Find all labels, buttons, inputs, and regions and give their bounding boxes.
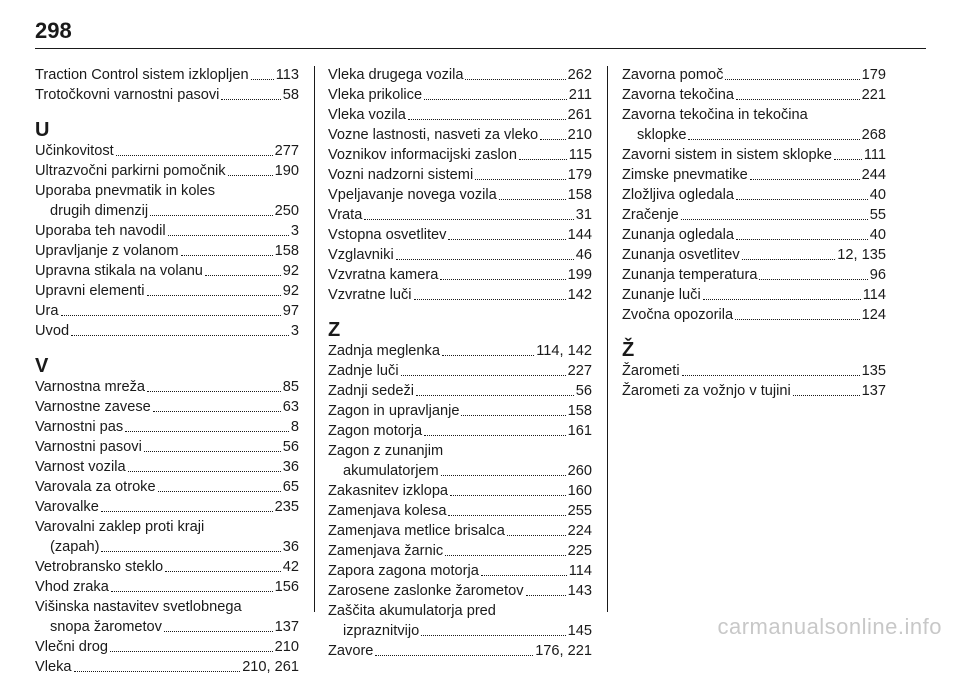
index-entry xyxy=(35,161,299,181)
entry-pages: 176, 221 xyxy=(535,643,592,659)
index-entry xyxy=(35,181,299,221)
entry-pages: 160 xyxy=(567,483,592,499)
entry-pages: 113 xyxy=(275,67,299,83)
index-entry xyxy=(622,145,886,165)
entry-pages: 12, 135 xyxy=(837,247,886,263)
index-entry xyxy=(328,205,592,225)
entry-pages: 158 xyxy=(567,403,592,419)
entry-label: Zarosene zaslonke žarometov xyxy=(328,583,524,599)
index-entry xyxy=(328,145,592,165)
index-entry xyxy=(622,381,886,401)
entry-label-line1: Zagon z zunanjim xyxy=(328,443,444,459)
index-entry xyxy=(328,105,592,125)
index-entry xyxy=(622,245,886,265)
entry-pages: 255 xyxy=(567,503,592,519)
entry-pages: 137 xyxy=(861,383,886,399)
dot-leader xyxy=(450,495,566,496)
dot-leader xyxy=(703,299,861,300)
index-entry xyxy=(328,421,592,441)
dot-leader xyxy=(735,319,860,320)
entry-label: Vrata xyxy=(328,207,363,223)
dot-leader xyxy=(168,235,289,236)
entry-label: Upravni elementi xyxy=(35,283,145,299)
index-entry xyxy=(328,285,592,305)
entry-pages: 158 xyxy=(274,243,299,259)
dot-leader xyxy=(424,99,567,100)
index-group-letter: Z xyxy=(328,319,341,341)
dot-leader xyxy=(440,279,565,280)
dot-leader xyxy=(736,199,868,200)
dot-leader xyxy=(414,299,566,300)
dot-leader xyxy=(74,671,241,672)
entry-label: Ura xyxy=(35,303,59,319)
entry-label: Zunanja ogledala xyxy=(622,227,734,243)
index-entry xyxy=(35,497,299,517)
index-entry xyxy=(328,401,592,421)
entry-pages: 111 xyxy=(863,147,886,163)
entry-pages: 262 xyxy=(567,67,592,83)
dot-leader xyxy=(251,79,274,80)
entry-label: Vpeljavanje novega vozila xyxy=(328,187,497,203)
entry-label-line1: Varovalni zaklep proti kraji xyxy=(35,519,205,535)
entry-pages: 260 xyxy=(567,463,592,479)
entry-label: Upravljanje z volanom xyxy=(35,243,179,259)
entry-label: Varnostne zavese xyxy=(35,399,151,415)
index-entry xyxy=(35,221,299,241)
entry-label: Zamenjava žarnic xyxy=(328,543,444,559)
index-entry xyxy=(328,85,592,105)
entry-label: Vleka prikolice xyxy=(328,87,423,103)
entry-continuation xyxy=(328,621,592,641)
index-entry xyxy=(35,517,299,557)
index-entry xyxy=(35,261,299,281)
entry-label: akumulatorjem xyxy=(343,463,439,479)
entry-pages: 158 xyxy=(567,187,592,203)
entry-label: Zunanja osvetlitev xyxy=(622,247,740,263)
entry-pages: 210, 261 xyxy=(242,659,299,675)
entry-label: Zamenjava metlice brisalca xyxy=(328,523,505,539)
entry-pages: 261 xyxy=(567,107,592,123)
index-entry xyxy=(328,601,592,641)
entry-continuation xyxy=(328,461,592,481)
entry-pages: 40 xyxy=(869,227,886,243)
entry-label: Upravna stikala na volanu xyxy=(35,263,203,279)
index-entry xyxy=(622,285,886,305)
entry-pages: 58 xyxy=(282,87,299,103)
entry-pages: 97 xyxy=(282,303,299,319)
entry-label: Zavore xyxy=(328,643,374,659)
dot-leader xyxy=(101,551,280,552)
dot-leader xyxy=(465,79,565,80)
dot-leader xyxy=(153,411,281,412)
entry-pages: 235 xyxy=(274,499,299,515)
dot-leader xyxy=(461,415,565,416)
dot-leader xyxy=(147,295,281,296)
index-entry xyxy=(328,265,592,285)
entry-continuation xyxy=(35,537,299,557)
entry-label: Zavorna pomoč xyxy=(622,67,724,83)
index-column-1 xyxy=(35,65,299,677)
index-entry xyxy=(328,581,592,601)
entry-label-line1: Višinska nastavitev svetlobnega xyxy=(35,599,242,615)
dot-leader xyxy=(759,279,867,280)
watermark: carmanualsonline.info xyxy=(717,614,942,639)
index-entry xyxy=(328,501,592,521)
entry-pages: 31 xyxy=(575,207,592,223)
dot-leader xyxy=(725,79,859,80)
dot-leader xyxy=(228,175,273,176)
index-entry xyxy=(328,65,592,85)
index-entry xyxy=(35,437,299,457)
entry-label: Uvod xyxy=(35,323,70,339)
entry-label: Varovalke xyxy=(35,499,99,515)
entry-label-line1: Uporaba pnevmatik in koles xyxy=(35,183,216,199)
dot-leader xyxy=(416,395,574,396)
index-entry xyxy=(622,361,886,381)
entry-label: snopa žarometov xyxy=(50,619,162,635)
index-entry xyxy=(622,85,886,105)
entry-pages: 211 xyxy=(568,87,592,103)
entry-label: Zunanja temperatura xyxy=(622,267,758,283)
entry-label: Zapora zagona motorja xyxy=(328,563,479,579)
index-entry xyxy=(328,185,592,205)
entry-pages: 114, 142 xyxy=(536,343,592,359)
entry-pages: 65 xyxy=(282,479,299,495)
entry-label: Vzvratne luči xyxy=(328,287,412,303)
index-entry xyxy=(35,85,299,105)
dot-leader xyxy=(736,239,868,240)
entry-pages: 144 xyxy=(567,227,592,243)
dot-leader xyxy=(205,275,281,276)
index-column-3 xyxy=(622,65,886,401)
entry-label: Zavorna tekočina xyxy=(622,87,734,103)
dot-leader xyxy=(364,219,573,220)
entry-label: Uporaba teh navodil xyxy=(35,223,166,239)
entry-label: Varnostni pasovi xyxy=(35,439,142,455)
dot-leader xyxy=(507,535,566,536)
dot-leader xyxy=(128,471,281,472)
entry-pages: 42 xyxy=(282,559,299,575)
header-rule xyxy=(35,48,926,49)
entry-label: Varnost vozila xyxy=(35,459,126,475)
dot-leader xyxy=(750,179,860,180)
entry-label: sklopke xyxy=(637,127,687,143)
dot-leader xyxy=(442,355,534,356)
index-entry xyxy=(328,245,592,265)
dot-leader xyxy=(125,431,289,432)
entry-label-line1: Zavorna tekočina in tekočina xyxy=(622,107,808,123)
dot-leader xyxy=(519,159,567,160)
index-entry xyxy=(328,381,592,401)
dot-leader xyxy=(681,219,868,220)
entry-pages: 145 xyxy=(567,623,592,639)
entry-pages: 277 xyxy=(274,143,299,159)
entry-pages: 143 xyxy=(567,583,592,599)
entry-label: Vleka drugega vozila xyxy=(328,67,464,83)
dot-leader xyxy=(221,99,280,100)
index-entry xyxy=(328,561,592,581)
dot-leader xyxy=(158,491,281,492)
entry-pages: 137 xyxy=(274,619,299,635)
index-group-letter: Ž xyxy=(622,339,635,361)
dot-leader xyxy=(111,591,273,592)
entry-label: Voznikov informacijski zaslon xyxy=(328,147,517,163)
entry-pages: 8 xyxy=(290,419,299,435)
entry-label: drugih dimenzij xyxy=(50,203,149,219)
column-separator xyxy=(607,66,608,612)
index-entry xyxy=(622,305,886,325)
dot-leader xyxy=(688,139,859,140)
dot-leader xyxy=(526,595,566,596)
entry-pages: 36 xyxy=(282,539,299,555)
entry-pages: 179 xyxy=(567,167,592,183)
dot-leader xyxy=(742,259,836,260)
entry-pages: 92 xyxy=(282,283,299,299)
entry-pages: 124 xyxy=(861,307,886,323)
index-entry xyxy=(35,321,299,341)
entry-label: Vlečni drog xyxy=(35,639,109,655)
entry-pages: 114 xyxy=(862,287,886,303)
index-entry xyxy=(328,165,592,185)
entry-pages: 210 xyxy=(274,639,299,655)
entry-label: Zunanje luči xyxy=(622,287,701,303)
index-entry xyxy=(328,225,592,245)
dot-leader xyxy=(499,199,566,200)
index-entry xyxy=(328,361,592,381)
entry-label: Zadnja meglenka xyxy=(328,343,440,359)
index-entry xyxy=(622,105,886,145)
entry-pages: 210 xyxy=(567,127,592,143)
index-entry xyxy=(35,65,299,85)
index-entry xyxy=(328,441,592,481)
entry-pages: 190 xyxy=(274,163,299,179)
index-entry xyxy=(35,477,299,497)
entry-pages: 40 xyxy=(869,187,886,203)
dot-leader xyxy=(147,391,281,392)
entry-label: Vozni nadzorni sistemi xyxy=(328,167,474,183)
dot-leader xyxy=(144,451,281,452)
entry-pages: 115 xyxy=(568,147,592,163)
index-column-2 xyxy=(328,65,592,661)
dot-leader xyxy=(375,655,533,656)
entry-label: Vzvratna kamera xyxy=(328,267,439,283)
index-entry xyxy=(328,521,592,541)
dot-leader xyxy=(834,159,862,160)
entry-pages: 199 xyxy=(567,267,592,283)
entry-label: Zvočna opozorila xyxy=(622,307,734,323)
index-entry xyxy=(622,265,886,285)
dot-leader xyxy=(116,155,273,156)
page-number: 298 xyxy=(35,18,72,43)
index-entry xyxy=(35,397,299,417)
entry-pages: 156 xyxy=(274,579,299,595)
entry-label: Vetrobransko steklo xyxy=(35,559,164,575)
entry-pages: 114 xyxy=(568,563,592,579)
dot-leader xyxy=(401,375,566,376)
entry-pages: 227 xyxy=(567,363,592,379)
entry-label: Zamenjava kolesa xyxy=(328,503,447,519)
dot-leader xyxy=(793,395,860,396)
index-group-letter: V xyxy=(35,355,49,377)
index-entry xyxy=(328,125,592,145)
entry-label: Vozne lastnosti, nasveti za vleko xyxy=(328,127,539,143)
dot-leader xyxy=(150,215,272,216)
entry-label: Traction Control sistem izklopljen xyxy=(35,67,249,83)
entry-label: Zagon motorja xyxy=(328,423,423,439)
dot-leader xyxy=(481,575,567,576)
entry-continuation xyxy=(622,125,886,145)
index-entry xyxy=(35,417,299,437)
entry-pages: 161 xyxy=(567,423,592,439)
entry-label: Zakasnitev izklopa xyxy=(328,483,449,499)
dot-leader xyxy=(682,375,860,376)
index-entry xyxy=(35,241,299,261)
entry-pages: 244 xyxy=(861,167,886,183)
entry-pages: 250 xyxy=(274,203,299,219)
index-entry xyxy=(622,205,886,225)
entry-label: Žarometi xyxy=(622,363,680,379)
entry-continuation xyxy=(35,617,299,637)
index-entry xyxy=(328,481,592,501)
entry-label: (zapah) xyxy=(50,539,100,555)
entry-pages: 221 xyxy=(861,87,886,103)
entry-label: Vzglavniki xyxy=(328,247,394,263)
index-entry xyxy=(35,557,299,577)
entry-pages: 96 xyxy=(869,267,886,283)
entry-label: Varnostna mreža xyxy=(35,379,146,395)
dot-leader xyxy=(448,239,565,240)
dot-leader xyxy=(164,631,273,632)
entry-continuation xyxy=(35,201,299,221)
entry-label: Vhod zraka xyxy=(35,579,109,595)
index-entry xyxy=(35,637,299,657)
entry-pages: 56 xyxy=(282,439,299,455)
index-entry xyxy=(622,65,886,85)
entry-label: Zložljiva ogledala xyxy=(622,187,734,203)
entry-pages: 92 xyxy=(282,263,299,279)
dot-leader xyxy=(61,315,281,316)
index-entry xyxy=(622,185,886,205)
entry-label: Vstopna osvetlitev xyxy=(328,227,447,243)
index-entry xyxy=(35,577,299,597)
index-group-letter: U xyxy=(35,119,50,141)
entry-pages: 63 xyxy=(282,399,299,415)
entry-label: Varnostni pas xyxy=(35,419,124,435)
index-entry xyxy=(35,141,299,161)
dot-leader xyxy=(421,635,565,636)
dot-leader xyxy=(110,651,273,652)
entry-pages: 36 xyxy=(282,459,299,475)
entry-label: Zavorni sistem in sistem sklopke xyxy=(622,147,833,163)
index-entry xyxy=(35,597,299,637)
entry-pages: 224 xyxy=(567,523,592,539)
dot-leader xyxy=(475,179,565,180)
entry-label: Učinkovitost xyxy=(35,143,114,159)
entry-pages: 46 xyxy=(575,247,592,263)
index-entry xyxy=(35,657,299,677)
index-entry xyxy=(328,341,592,361)
dot-leader xyxy=(736,99,860,100)
entry-label-line1: Zaščita akumulatorja pred xyxy=(328,603,496,619)
entry-label: Trotočkovni varnostni pasovi xyxy=(35,87,220,103)
entry-pages: 3 xyxy=(290,323,299,339)
index-entry xyxy=(35,281,299,301)
entry-label: Zadnje luči xyxy=(328,363,399,379)
index-entry xyxy=(622,165,886,185)
dot-leader xyxy=(165,571,281,572)
entry-pages: 135 xyxy=(861,363,886,379)
dot-leader xyxy=(448,515,565,516)
index-entry xyxy=(622,225,886,245)
index-entry xyxy=(35,377,299,397)
dot-leader xyxy=(540,139,566,140)
index-entry xyxy=(35,457,299,477)
entry-pages: 3 xyxy=(290,223,299,239)
entry-pages: 56 xyxy=(575,383,592,399)
entry-pages: 85 xyxy=(282,379,299,395)
dot-leader xyxy=(396,259,574,260)
entry-label: izpraznitvijo xyxy=(343,623,420,639)
dot-leader xyxy=(445,555,565,556)
entry-label: Zadnji sedeži xyxy=(328,383,414,399)
entry-label: Zimske pnevmatike xyxy=(622,167,748,183)
index-entry xyxy=(328,541,592,561)
column-separator xyxy=(314,66,315,612)
dot-leader xyxy=(441,475,566,476)
entry-label: Zagon in upravljanje xyxy=(328,403,460,419)
entry-label: Ultrazvočni parkirni pomočnik xyxy=(35,163,226,179)
entry-pages: 179 xyxy=(861,67,886,83)
index-entry xyxy=(35,301,299,321)
dot-leader xyxy=(101,511,273,512)
entry-label: Žarometi za vožnjo v tujini xyxy=(622,383,791,399)
entry-label: Vleka xyxy=(35,659,72,675)
entry-pages: 142 xyxy=(567,287,592,303)
dot-leader xyxy=(424,435,566,436)
entry-pages: 268 xyxy=(861,127,886,143)
entry-label: Varovala za otroke xyxy=(35,479,156,495)
dot-leader xyxy=(408,119,566,120)
entry-label: Zračenje xyxy=(622,207,679,223)
entry-pages: 55 xyxy=(869,207,886,223)
entry-pages: 225 xyxy=(567,543,592,559)
dot-leader xyxy=(71,335,289,336)
index-entry xyxy=(328,641,592,661)
entry-label: Vleka vozila xyxy=(328,107,406,123)
dot-leader xyxy=(181,255,273,256)
